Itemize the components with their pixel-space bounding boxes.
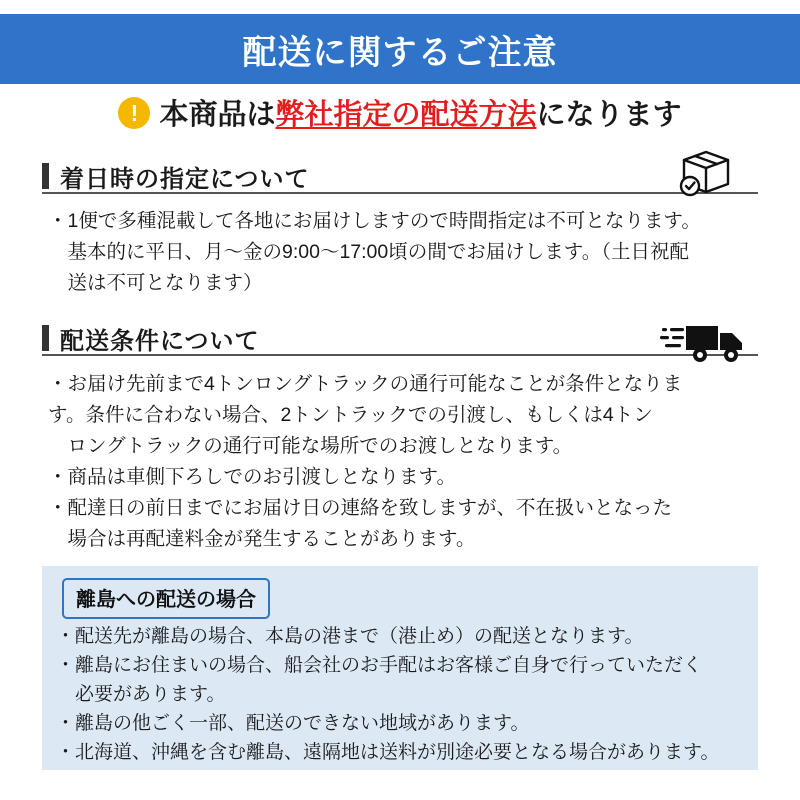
list-item: ・お届け先前まで4トンロングトラックの通行可能なことが条件となりま <box>48 373 683 395</box>
lead-statement <box>0 92 800 133</box>
list-item: 基本的に平日、月〜金の9:00〜17:00頃の間でお届けします。（土日祝配 <box>48 241 689 263</box>
list-item: ・商品は車側下ろしでのお引渡しとなります。 <box>48 466 456 488</box>
heading-accent-bar <box>42 325 49 351</box>
section-title: 配送条件について <box>60 327 260 355</box>
delivery-date-body <box>48 206 760 299</box>
list-item: ・離島の他ごく一部、配送のできない地域があります。 <box>56 713 530 734</box>
list-item: す。条件に合わない場合、2トントラックでの引渡し、もしくは4トン <box>48 404 653 426</box>
list-item: ・離島にお住まいの場合、船会社のお手配はお客様ご自身で行っていただく <box>56 655 703 676</box>
page-title: 配送に関するご注意 <box>242 33 558 72</box>
island-panel-label: 離島への配送の場合 <box>62 578 270 619</box>
package-check-icon <box>676 146 738 205</box>
delivery-conditions-body <box>48 369 764 555</box>
section-title: 着日時の指定について <box>60 165 310 193</box>
list-item: ・配達日の前日までにお届け日の連絡を致しますが、不在扱いとなった <box>48 497 673 519</box>
header-banner <box>0 14 800 84</box>
heading-accent-bar <box>42 163 49 189</box>
section-heading-delivery-date <box>42 160 758 194</box>
section-heading-delivery-conditions <box>42 322 758 356</box>
lead-suffix: になります <box>536 99 682 131</box>
lead-highlight: 弊社指定の配送方法 <box>275 99 537 131</box>
lead-prefix: 本商品は <box>159 99 276 131</box>
list-item: ・配送先が離島の場合、本島の港まで（港止め）の配送となります。 <box>56 626 644 647</box>
list-item: 送は不可となります） <box>48 272 263 294</box>
list-item: ・1便で多種混載して各地にお届けしますので時間指定は不可となります。 <box>48 210 701 232</box>
list-item: ロングトラックの通行可能な場所でのお渡しとなります。 <box>48 435 573 457</box>
exclamation-circle-icon: ! <box>118 97 150 129</box>
list-item: 場合は再配達料金が発生することがあります。 <box>48 528 476 550</box>
island-delivery-list <box>56 622 746 767</box>
lead-text <box>159 92 681 133</box>
list-item: ・北海道、沖縄を含む離島、遠隔地は送料が別途必要となる場合があります。 <box>56 742 720 763</box>
list-item: 必要があります。 <box>56 684 226 705</box>
delivery-truck-icon <box>660 318 748 373</box>
island-delivery-panel <box>42 566 758 770</box>
